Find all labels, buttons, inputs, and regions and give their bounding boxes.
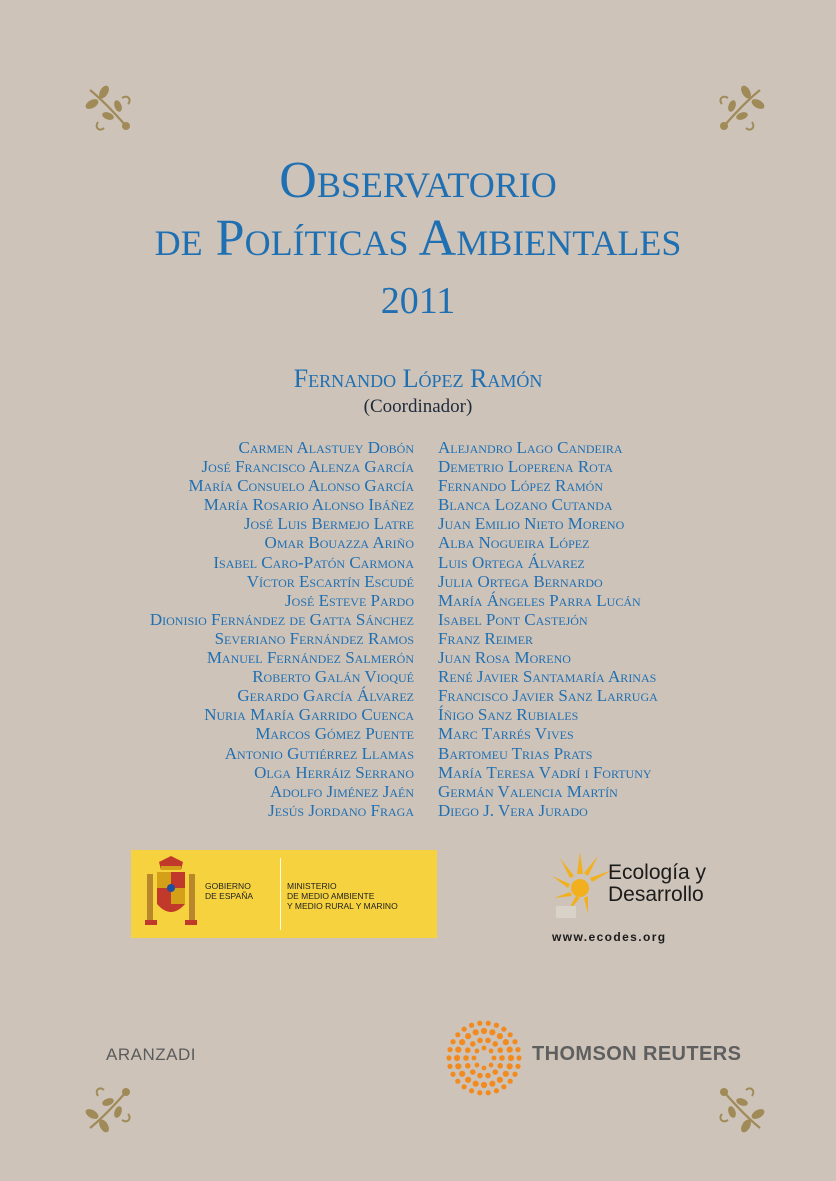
floral-ornament-icon	[716, 82, 768, 134]
author-name: Franz Reimer	[438, 628, 534, 648]
logo-dot	[508, 1079, 513, 1084]
author-name: Antonio Gutiérrez Llamas	[224, 743, 414, 763]
author-name: Blanca Lozano Cutanda	[438, 495, 613, 515]
author-name: José Esteve Pardo	[285, 590, 414, 610]
logo-dot	[450, 1039, 455, 1044]
author-name: Roberto Galán Vioqué	[252, 667, 414, 687]
author-name: Marc Tarrés Vives	[438, 724, 574, 744]
logo-dot	[497, 1063, 503, 1069]
logo-dot	[465, 1063, 471, 1069]
author-name: Severiano Fernández Ramos	[214, 628, 414, 648]
floral-ornament-icon	[716, 1084, 768, 1136]
logo-dot	[486, 1090, 491, 1095]
thomson-reuters-name: THOMSON REUTERS	[532, 1043, 742, 1065]
logo-dot	[455, 1079, 460, 1084]
author-name: Manuel Fernández Salmerón	[206, 648, 414, 668]
logo-dot	[492, 1056, 497, 1061]
coordinator-role: (Coordinador)	[363, 396, 473, 417]
logo-dot	[482, 1046, 487, 1051]
coat-of-arms-icon	[145, 856, 197, 932]
logo-dot	[494, 1088, 499, 1093]
ministerio-label: MINISTERIO DE MEDIO AMBIENTE Y MEDIO RURAL Y MARINO	[287, 881, 398, 911]
author-name: Dionisio Fernández de Gatta Sánchez	[149, 609, 414, 629]
author-name: Omar Bouazza Ariño	[264, 533, 414, 553]
logo-dot	[473, 1081, 479, 1087]
author-name: Nuria María Garrido Cuenca	[204, 705, 414, 725]
sun-rays-icon	[552, 848, 616, 918]
logo-dot	[481, 1082, 487, 1088]
author-name: Marcos Gómez Puente	[255, 724, 414, 744]
logo-dot	[477, 1090, 482, 1095]
logo-dot	[465, 1033, 471, 1039]
logo-dot	[486, 1021, 491, 1026]
ecodes-website: www.ecodes.org	[552, 930, 667, 944]
logo-dot	[481, 1028, 487, 1034]
logo-dot	[477, 1073, 483, 1079]
author-name: Adolfo Jiménez Jaén	[270, 781, 414, 801]
logo-dot	[473, 1029, 479, 1035]
author-name: Víctor Escartín Escudé	[246, 571, 414, 591]
logo-dot	[489, 1029, 495, 1035]
author-name: Carmen Alastuey Dobón	[238, 438, 414, 457]
author-name: María Teresa Vadrí i Fortuny	[438, 762, 652, 782]
logo-dot	[507, 1047, 513, 1053]
logo-dot	[459, 1039, 465, 1045]
author-name: Juan Rosa Moreno	[438, 648, 571, 668]
logo-dot	[475, 1063, 480, 1068]
author-name: Isabel Pont Castejón	[438, 609, 588, 629]
thomson-reuters-dots-icon	[446, 1020, 522, 1096]
ecodes-name: Ecología y Desarrollo	[608, 861, 707, 906]
logo-dot	[497, 1047, 503, 1053]
logo-dot	[462, 1084, 467, 1089]
floral-ornament-icon	[82, 1084, 134, 1136]
logo-dot	[497, 1077, 503, 1083]
logo-dot	[447, 1064, 452, 1069]
logo-dot	[477, 1021, 482, 1026]
logo-dot	[515, 1047, 520, 1052]
author-name: Germán Valencia Martín	[438, 781, 618, 801]
logo-dot	[446, 1055, 451, 1060]
authors-list-right	[438, 438, 778, 820]
logo-dot	[503, 1071, 509, 1077]
author-name: Julia Ortega Bernardo	[438, 571, 603, 591]
logo-dot	[455, 1032, 460, 1037]
logo-dot	[494, 1023, 499, 1028]
logo-dot	[462, 1027, 467, 1032]
logo-dot	[492, 1069, 498, 1075]
author-name: José Francisco Alenza García	[201, 457, 414, 477]
author-name: Fernando López Ramón	[438, 476, 604, 496]
author-name: María Consuelo Alonso García	[188, 476, 414, 496]
logo-dot	[465, 1047, 471, 1053]
logo-dot	[472, 1056, 477, 1061]
author-name: René Javier Santamaría Arinas	[438, 667, 657, 687]
logo-dot	[508, 1055, 514, 1061]
logo-divider	[280, 858, 281, 930]
author-name: María Rosario Alonso Ibáñez	[203, 495, 414, 515]
logo-dot	[516, 1055, 521, 1060]
logo-dot	[447, 1047, 452, 1052]
author-name: Alba Nogueira López	[438, 533, 590, 553]
logo-dot	[475, 1049, 480, 1054]
author-name: Demetrio Loperena Rota	[438, 457, 613, 477]
logo-dot	[507, 1063, 513, 1069]
government-logo	[131, 850, 437, 938]
logo-dot	[463, 1055, 469, 1061]
logo-dot	[485, 1073, 491, 1079]
book-title-line-1: Observatorio	[279, 152, 557, 209]
logo-dot	[501, 1027, 506, 1032]
logo-dot	[497, 1033, 503, 1039]
author-name: Isabel Caro-Patón Carmona	[213, 552, 414, 572]
logo-dot	[459, 1071, 465, 1077]
author-name: Bartomeu Trias Prats	[438, 743, 593, 763]
author-name: Jesús Jordano Fraga	[268, 800, 414, 820]
logo-dot	[489, 1063, 494, 1068]
author-name: Gerardo García Álvarez	[237, 686, 414, 706]
logo-dot	[501, 1084, 506, 1089]
logo-dot	[477, 1038, 483, 1044]
coordinator-name: Fernando López Ramón	[293, 364, 543, 393]
logo-dot	[470, 1041, 476, 1047]
author-name: Alejandro Lago Candeira	[438, 438, 623, 457]
authors-list-left	[60, 438, 414, 820]
logo-dot	[470, 1069, 476, 1075]
book-title-year: 2011	[380, 280, 456, 322]
logo-dot	[450, 1072, 455, 1077]
logo-dot	[485, 1038, 491, 1044]
logo-dot	[482, 1066, 487, 1071]
logo-dot	[515, 1064, 520, 1069]
gobierno-label: GOBIERNO DE ESPAÑA	[205, 881, 254, 901]
logo-dot	[465, 1077, 471, 1083]
logo-dot	[454, 1055, 460, 1061]
logo-dot	[512, 1039, 517, 1044]
author-name: María Ángeles Parra Lucán	[438, 590, 641, 610]
author-name: Diego J. Vera Jurado	[438, 800, 588, 820]
author-name: Olga Herráiz Serrano	[254, 762, 414, 782]
book-title-line-2: de Políticas Ambientales	[154, 210, 682, 267]
floral-ornament-icon	[82, 82, 134, 134]
logo-dot	[469, 1088, 474, 1093]
logo-dot	[499, 1055, 505, 1061]
logo-dot	[512, 1072, 517, 1077]
logo-dot	[489, 1081, 495, 1087]
author-name: Juan Emilio Nieto Moreno	[438, 514, 625, 534]
logo-dot	[503, 1039, 509, 1045]
aranzadi-logo: ARANZADI	[106, 1045, 196, 1064]
ecodes-logo	[552, 848, 712, 946]
author-name: Luis Ortega Álvarez	[438, 552, 585, 572]
logo-dot	[469, 1023, 474, 1028]
author-name: Francisco Javier Sanz Larruga	[438, 686, 658, 706]
logo-dot	[455, 1047, 461, 1053]
logo-dot	[455, 1063, 461, 1069]
author-name: Íñigo Sanz Rubiales	[438, 705, 579, 725]
logo-dot	[492, 1041, 498, 1047]
logo-dot	[508, 1032, 513, 1037]
author-name: José Luis Bermejo Latre	[243, 514, 414, 534]
logo-dot	[489, 1049, 494, 1054]
